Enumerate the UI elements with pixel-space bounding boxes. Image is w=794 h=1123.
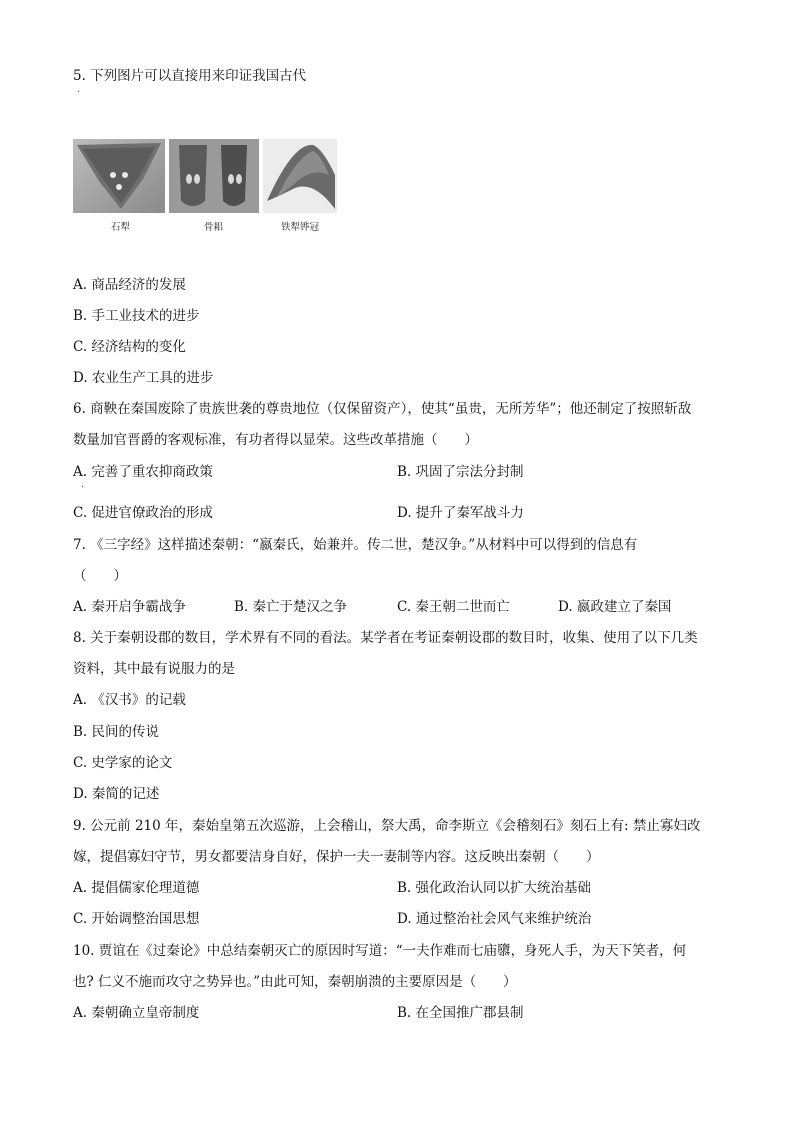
- q9-stem-line1: 9. 公元前 210 年，秦始皇第五次巡游，上会稽山，祭大禹，命李斯立《会稽刻石》刻石上有: 禁止寡妇改: [73, 818, 701, 834]
- q9-option-c[interactable]: C. 开始调整治国思想: [73, 911, 200, 927]
- q6-option-c[interactable]: C. 促进官僚政治的形成: [73, 505, 213, 521]
- q7-option-a[interactable]: A. 秦开启争霸战争: [73, 599, 186, 615]
- q7-option-c[interactable]: C. 秦王朝二世而亡: [397, 599, 510, 615]
- q5-option-b[interactable]: B. 手工业技术的进步: [73, 308, 200, 324]
- q8-stem-line1: 8. 关于秦朝设郡的数目，学术界有不同的看法。某学者在考证秦朝设郡的数目时，收集、使用了以下几类: [73, 630, 698, 646]
- q8-option-a[interactable]: A. 《汉书》的记载: [73, 692, 186, 708]
- q5-option-a[interactable]: A. 商品经济的发展: [73, 277, 186, 293]
- q7-stem-line1: 7. 《三字经》这样描述秦朝：“嬴秦氏，始兼并。传二世，楚汉争。”从材料中可以得到的信息有: [73, 537, 638, 553]
- q8-stem-line2: 资料，其中最有说服力的是: [73, 661, 235, 677]
- q6-option-a[interactable]: A. 完善了重农抑商政策: [73, 464, 213, 480]
- iron-ploughshare-photo: [263, 139, 337, 213]
- caption-stone-plough: 石犁: [111, 222, 131, 233]
- dot-mark: ·: [81, 482, 85, 493]
- q7-option-d[interactable]: D. 嬴政建立了秦国: [558, 599, 672, 615]
- q8-option-d[interactable]: D. 秦简的记述: [73, 786, 160, 802]
- q5-option-d[interactable]: D. 农业生产工具的进步: [73, 370, 214, 386]
- dot-mark: ·: [77, 87, 81, 98]
- caption-iron-ploughshare: 铁犁铧冠: [281, 222, 320, 233]
- q10-option-b[interactable]: B. 在全国推广郡县制: [397, 1005, 524, 1021]
- q9-stem-line2: 嫁，提倡寡妇守节，男女都要洁身自好，保护一夫一妻制等内容。这反映出秦朝（ ）: [73, 849, 600, 865]
- q7-option-b[interactable]: B. 秦亡于楚汉之争: [234, 599, 348, 615]
- q6-stem-line2: 数量加官晋爵的客观标准，有功者得以显荣。这些改革措施（ ）: [73, 432, 478, 448]
- q5-stem: 5. 下列图片可以直接用来印证我国古代: [73, 68, 307, 84]
- bone-spade-photo: [169, 139, 259, 213]
- q10-option-a[interactable]: A. 秦朝确立皇帝制度: [73, 1005, 200, 1021]
- q9-option-b[interactable]: B. 强化政治认同以扩大统治基础: [397, 880, 592, 896]
- q9-option-a[interactable]: A. 提倡儒家伦理道德: [73, 880, 200, 896]
- q6-stem-line1: 6. 商鞅在秦国废除了贵族世袭的尊贵地位（仅保留资产），使其“虽贵，无所芳华”；他还制定了按照斩敌: [73, 401, 692, 417]
- q6-option-d[interactable]: D. 提升了秦军战斗力: [397, 505, 524, 521]
- q8-option-b[interactable]: B. 民间的传说: [73, 724, 160, 740]
- stone-plough-photo: [73, 139, 165, 213]
- q10-stem-line1: 10. 贾谊在《过秦论》中总结秦朝灭亡的原因时写道：“一夫作难而七庙隳，身死人手，为天下笑者，何: [73, 943, 687, 959]
- q8-option-c[interactable]: C. 史学家的论文: [73, 755, 173, 771]
- q7-stem-line2: （ ）: [73, 568, 127, 584]
- q10-stem-line2: 也? 仁义不施而攻守之势异也。”由此可知，秦朝崩溃的主要原因是（ ）: [73, 974, 517, 990]
- q6-option-b[interactable]: B. 巩固了宗法分封制: [397, 464, 524, 480]
- q5-figure: [73, 139, 337, 239]
- q5-option-c[interactable]: C. 经济结构的变化: [73, 339, 186, 355]
- caption-bone-spade: 骨耜: [204, 222, 224, 233]
- q9-option-d[interactable]: D. 通过整治社会风气来维护统治: [397, 911, 592, 927]
